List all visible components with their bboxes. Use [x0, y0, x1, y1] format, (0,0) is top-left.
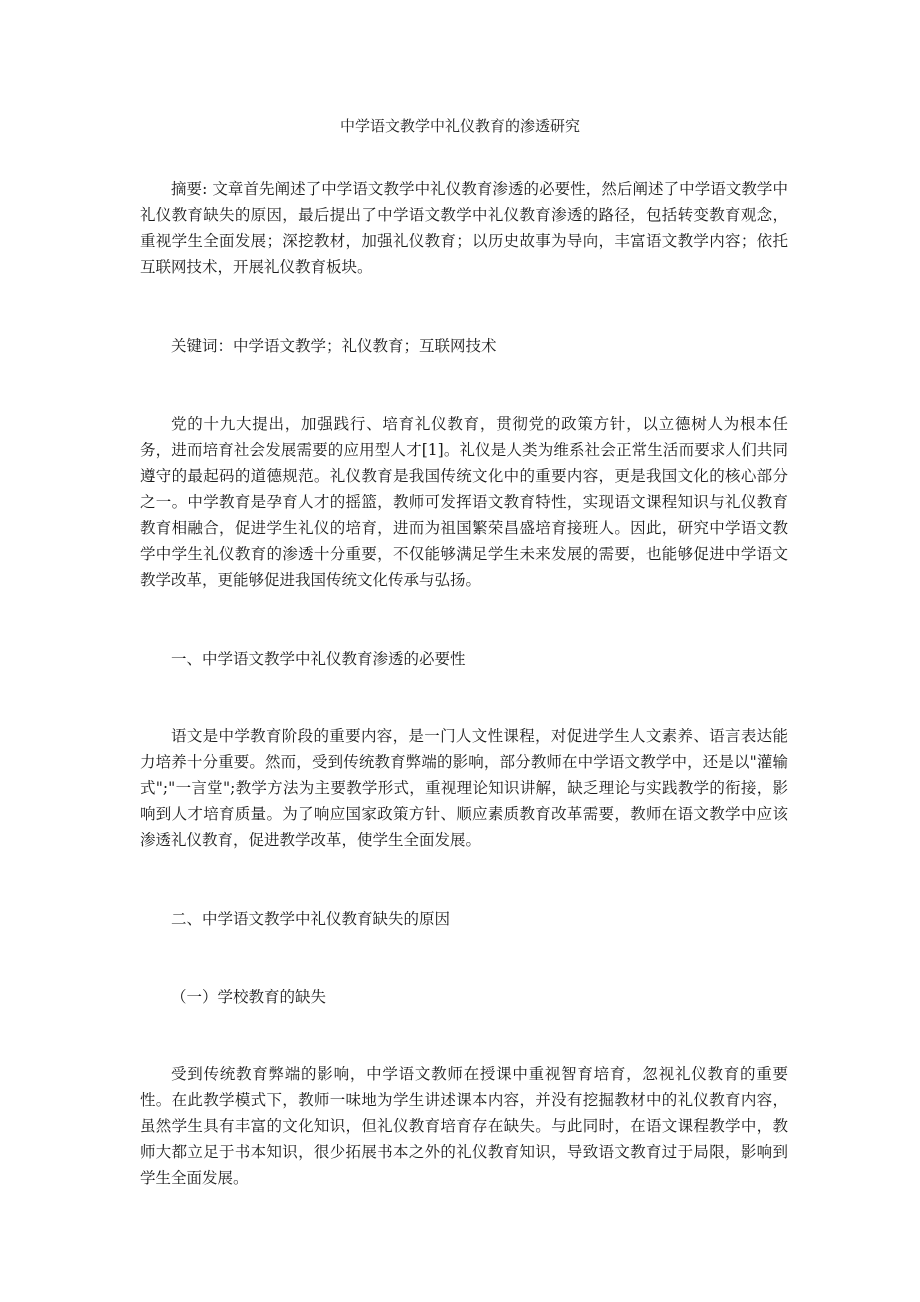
section-heading-1: 一、中学语文教学中礼仪教育渗透的必要性 — [171, 650, 466, 668]
intro-paragraph: 党的十九大提出，加强践行、培育礼仪教育，贯彻党的政策方针，以立德树人为根本任务，进而培育社会发展需要的应用型人才[1]。礼仪是人类为维系社会正常生活而要求人们共同遵守的最起码的道德规范。礼仪教育是我国传统文化中的重要内容，更是我国文化的核心部分之一。中学教育是孕育人才的摇篮，教师可发挥语文教育特性，实现语文课程知识与礼仪教育教育相融合，促进学生礼仪的培育，进而为祖国繁荣昌盛培育接班人。因此，研究中学语文教学中学生礼仪教育的渗透十分重要，不仅能够满足学生未来发展的需要，也能够促进中学语文教学改革，更能够促进我国传统文化传承与弘扬。 — [140, 415, 788, 589]
keywords-paragraph: 关键词：中学语文教学；礼仪教育；互联网技术 — [171, 337, 497, 355]
subsection-body-1: 受到传统教育弊端的影响，中学语文教师在授课中重视智育培育，忽视礼仪教育的重要性。在此教学模式下，教师一味地为学生讲述课本内容，并没有挖掘教材中的礼仪教育内容，虽然学生具有丰富的文化知识，但礼仪教育培育存在缺失。与此同时，在语文课程教学中，教师大都立足于书本知识，很少拓展书本之外的礼仪教育知识，导致语文教育过于局限，影响到学生全面发展。 — [140, 1065, 788, 1187]
abstract-paragraph: 摘要: 文章首先阐述了中学语文教学中礼仪教育渗透的必要性，然后阐述了中学语文教学中礼仪教育缺失的原因，最后提出了中学语文教学中礼仪教育渗透的路径，包括转变教育观念，重视学生全面发展；深挖教材，加强礼仪教育；以历史故事为导向，丰富语文教学内容；依托互联网技术，开展礼仪教育板块。 — [140, 180, 788, 276]
subsection-heading-1: （一）学校教育的缺失 — [171, 988, 327, 1006]
document-title: 中学语文教学中礼仪教育的渗透研究 — [339, 117, 580, 135]
section-heading-2: 二、中学语文教学中礼仪教育缺失的原因 — [171, 910, 451, 928]
section-body-1: 语文是中学教育阶段的重要内容，是一门人文性课程，对促进学生人文素养、语言表达能力培养十分重要。然而，受到传统教育弊端的影响，部分教师在中学语文教学中，还是以"灌输式";"一言堂";教学方法为主要教学形式，重视理论知识讲解，缺乏理论与实践教学的衔接，影响到人才培育质量。为了响应国家政策方针、顺应素质教育改革需要，教师在语文教学中应该渗透礼仪教育，促进教学改革，使学生全面发展。 — [140, 727, 788, 849]
